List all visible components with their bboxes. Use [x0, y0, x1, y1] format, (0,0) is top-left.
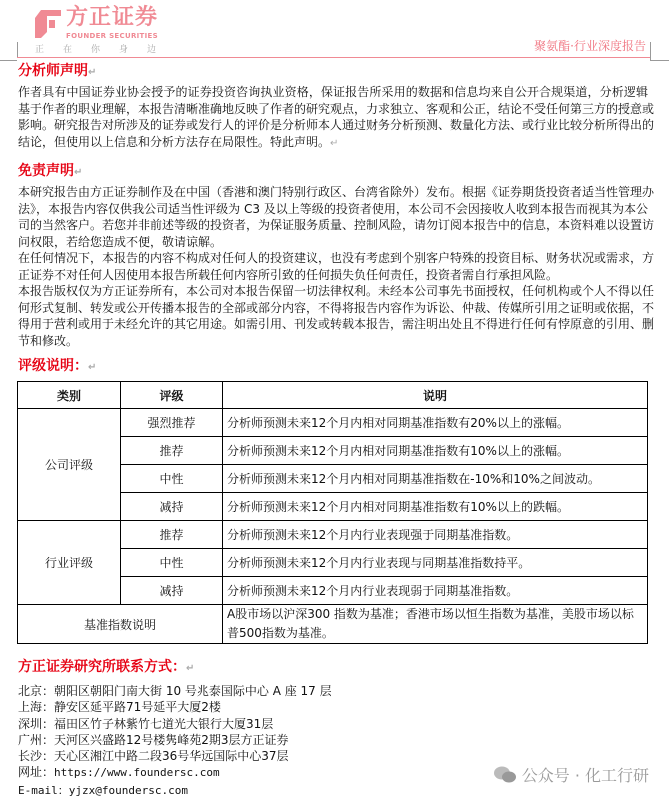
header-grade: 评级 [121, 382, 223, 409]
grade-cell: 减持 [121, 493, 223, 521]
header-divider [17, 57, 650, 58]
contact-email: E-mail：yjzx@foundersc.com [18, 783, 188, 797]
disclaimer-body [18, 184, 655, 349]
logo-text: 方正证券 [66, 5, 159, 30]
contact-shenzhen: 深圳：福田区竹子林紫竹七道光大银行大厦31层 [18, 716, 274, 731]
text-line: 基于作者的职业理解，本报告清晰准确地反映了作者的研究观点，力求独立、客观和公正，结论不受任何第三方的授意或 [18, 101, 655, 116]
rating-title: 评级说明：↵ [18, 358, 97, 374]
benchmark-label: 基准指数说明 [18, 605, 223, 644]
rating-table [17, 381, 648, 644]
text-line: 得用于营利或用于未经允许的其它用途。如需引用、刊发或转载本报告，需注明出处且不得进行任何有悖原意的引用、删 [18, 317, 655, 331]
website-link[interactable]: https://www.foundersc.com [54, 766, 220, 780]
description-cell: 分析师预测未来12个月内行业表现弱于同期基准指数。 [223, 577, 648, 605]
text-line: 影响。研究报告对所涉及的证券或发行人的评价是分析师本人通过财务分析预测、数量化方法、或行业比较分析所得出的 [18, 118, 655, 132]
contact-shanghai: 上海：静安区延平路71号延平大厦2楼 [18, 700, 221, 715]
text-line: 问权限，若给您造成不便，敬请谅解。 [18, 234, 223, 249]
analyst-statement-body [18, 84, 655, 152]
text-line: 本报告版权仅为方正证券所有，本公司对本报告保留一切法律权利。未经本公司事先书面授权，任何机构或个人不得以任 [18, 284, 655, 298]
description-cell: 分析师预测未来12个月内相对同期基准指数有10%以上的涨幅。 [223, 437, 648, 465]
founder-logo-icon [35, 10, 61, 38]
contact-guangzhou: 广州：天河区兴盛路12号楼隽峰苑2期3层方正证券 [18, 732, 289, 747]
disclaimer-title: 免责声明↵ [18, 163, 83, 179]
grade-cell: 推荐 [121, 521, 223, 549]
benchmark-description: A股市场以沪深300 指数为基准；香港市场以恒生指数为基准，美股市场以标普500指数为基准。 [223, 605, 648, 644]
table-row [18, 521, 648, 549]
description-cell: 分析师预测未来12个月内行业表现与同期基准指数持平。 [223, 549, 648, 577]
contact-beijing: 北京：朝阳区朝阳门南大街 10 号兆泰国际中心 A 座 17 层 [18, 684, 332, 698]
email-link[interactable]: yjzx@foundersc.com [68, 783, 188, 797]
margin-mark [650, 42, 651, 60]
grade-cell: 中性 [121, 465, 223, 493]
grade-cell: 中性 [121, 549, 223, 577]
text-line: 何形式复制、转发或公开传播本报告的全部或部分内容，不得将报告内容作为诉讼、仲裁、传媒所引用之证明或依据，不 [18, 300, 655, 315]
grade-cell: 强烈推荐 [121, 409, 223, 437]
contact-list [18, 683, 332, 799]
text-line: 作者具有中国证券业协会授予的证券投资咨询执业资格，保证报告所采用的数据和信息均来自公开合规渠道，分析逻辑 [18, 85, 648, 99]
wechat-watermark [494, 763, 649, 786]
industry-rating-label: 行业评级 [18, 521, 121, 605]
text-line: 司的当然客户。若您并非前述等级的投资者，为保证服务质量、控制风险，请勿订阅本报告中的信息，本资料难以设置访 [18, 218, 655, 232]
description-cell: 分析师预测未来12个月内行业表现强于同期基准指数。 [223, 521, 648, 549]
contact-title: 方正证券研究所联系方式：↵ [18, 659, 195, 675]
text-line: 本研究报告由方正证券制作及在中国（香港和澳门特别行政区、台湾省除外）发布。根据《证券期货投资者适当性管理办 [18, 185, 655, 199]
contact-website: 网址：https://www.foundersc.com [18, 765, 220, 780]
wechat-icon [494, 766, 516, 784]
grade-cell: 减持 [121, 577, 223, 605]
table-row [18, 605, 648, 644]
page-margin-line [0, 60, 17, 61]
tagline: 正在你身边 [35, 45, 176, 55]
page-margin-line [650, 60, 669, 61]
text-line: 节和修改。 [18, 333, 79, 348]
report-title: 聚氨酯·行业深度报告 [534, 39, 646, 53]
contact-changsha: 长沙：天心区湘江中路二段36号华远国际中心37层 [18, 749, 289, 764]
text-line: 法》，本报告内容仅供我公司适当性评级为 C3 及以上等级的投资者使用，本公司不会因接收人收到本报告而视其为本公 [18, 201, 648, 216]
text-line: 结论，但使用以上信息和分析方法存在局限性。特此声明。↵ [18, 134, 339, 149]
watermark-text: 公众号 · 化工行研 [521, 766, 649, 785]
text-line: 在任何情况下，本报告的内容不构成对任何人的投资建议，也没有考虑到个别客户特殊的投资目标、财务状况或需求，方 [18, 251, 655, 265]
description-cell: 分析师预测未来12个月内相对同期基准指数有10%以上的跌幅。 [223, 493, 648, 521]
text-line: 正证券不对任何人因使用本报告所载任何内容所引致的任何损失负任何责任，投资者需自行承担风险。 [18, 267, 559, 282]
table-header-row [18, 382, 648, 409]
description-cell: 分析师预测未来12个月内相对同期基准指数有20%以上的涨幅。 [223, 409, 648, 437]
header-category: 类别 [18, 382, 121, 409]
description-cell: 分析师预测未来12个月内相对同期基准指数在-10%和10%之间波动。 [223, 465, 648, 493]
analyst-statement-title: 分析师声明↵ [18, 63, 97, 79]
logo-english: FOUNDER SECURITIES [66, 32, 158, 40]
table-row [18, 409, 648, 437]
margin-mark [17, 42, 18, 58]
header-description: 说明 [223, 382, 648, 409]
grade-cell: 推荐 [121, 437, 223, 465]
company-rating-label: 公司评级 [18, 409, 121, 521]
